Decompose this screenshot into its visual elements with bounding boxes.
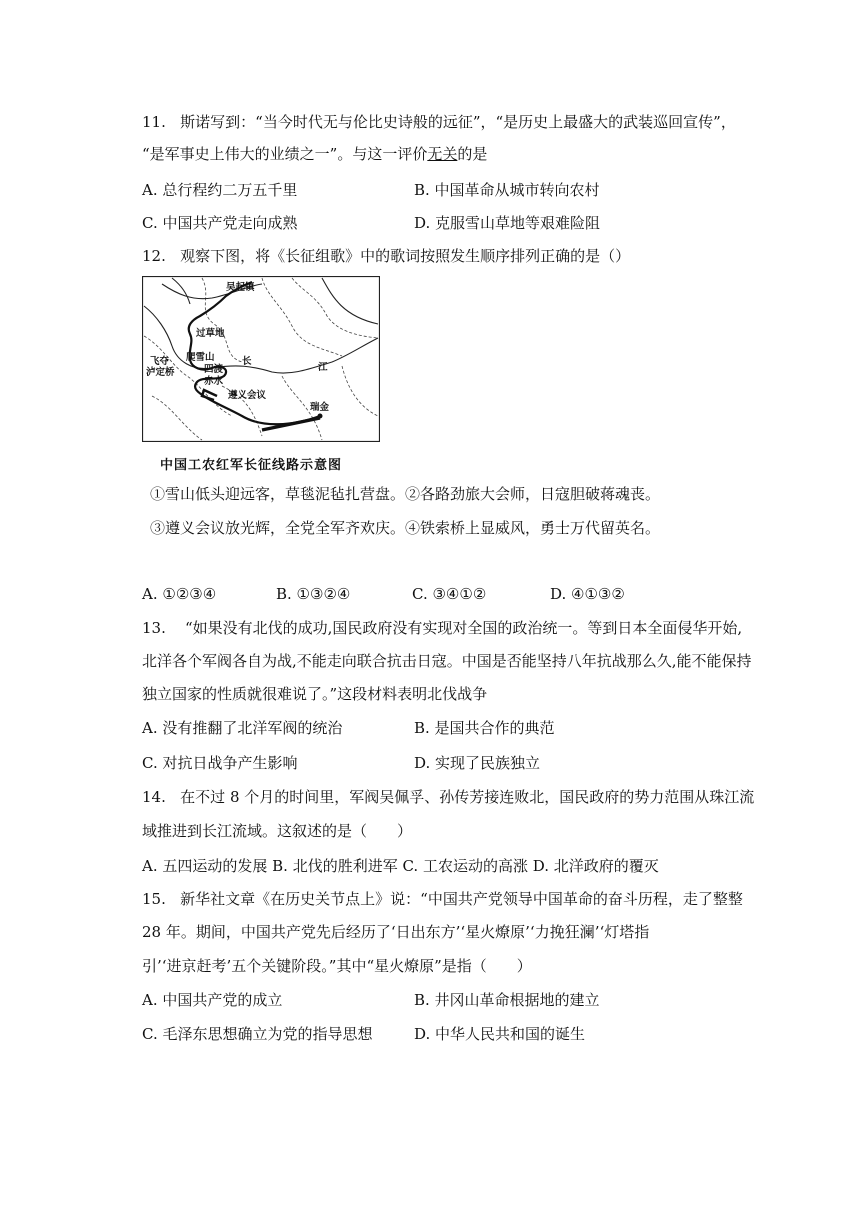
- q11-text-1: 斯诺写到：“当今时代无与伦比史诗般的远征”，“是历史上最盛大的武装巡回宣传”，: [180, 113, 736, 131]
- q13-option-a[interactable]: A. 没有推翻了北洋军阀的统治: [142, 719, 343, 737]
- q12-option-d[interactable]: D. ④①③②: [550, 585, 625, 603]
- q15-line3: 引’‘进京赶考’五个关键阶段。”其中“星火燎原”是指（ ）: [142, 957, 532, 975]
- q11-option-d[interactable]: D. 克服雪山草地等艰难险阻: [414, 214, 601, 232]
- q11-underlined-word: 无关: [427, 145, 458, 163]
- map-label-jiang: 江: [318, 362, 328, 373]
- map-label-ludingqiao: 泸定桥: [146, 367, 175, 378]
- q11-line2: [142, 144, 487, 164]
- q11-text-2b: 的是: [457, 145, 488, 163]
- q15-line1: [142, 889, 743, 909]
- q15-text-1: 新华社文章《在历史关节点上》说：“中国共产党领导中国革命的奋斗历程，走了整整: [180, 890, 743, 908]
- long-march-map: [142, 276, 380, 442]
- q14-text-1: 在不过 8 个月的时间里，军阀吴佩孚、孙传芳接连败北，国民政府的势力范围从珠江流: [180, 788, 755, 806]
- q13-option-d[interactable]: D. 实现了民族独立: [414, 754, 541, 772]
- q15-option-c[interactable]: C. 毛泽东思想确立为党的指导思想: [142, 1025, 373, 1043]
- map-label-sidu: 四渡: [204, 364, 224, 375]
- map-caption: 中国工农红军长征线路示意图: [160, 458, 343, 473]
- q13-number: 13.: [142, 619, 166, 637]
- q11-text-2a: “是军事史上伟大的业绩之一”。与这一评价: [142, 145, 428, 163]
- map-label-xueshan: 爬雪山: [186, 352, 215, 363]
- q13-line3: 独立国家的性质就很难说了。”这段材料表明北伐战争: [142, 685, 488, 703]
- map-label-chang: 长: [242, 356, 252, 367]
- map-label-feiduo: 飞夺: [150, 356, 170, 367]
- q13-option-c[interactable]: C. 对抗日战争产生影响: [142, 754, 298, 772]
- q13-line1: [142, 618, 742, 638]
- q12-number: 12.: [142, 247, 166, 265]
- q12-lyrics-2: ③遵义会议放光辉，全党全军齐欢庆。④铁索桥上显威风，勇士万代留英名。: [150, 519, 661, 537]
- q12-option-b[interactable]: B. ①③②④: [276, 585, 351, 603]
- q13-text-1: “如果没有北伐的成功,国民政府没有实现对全国的政治统一。等到日本全面侵华开始,: [184, 619, 743, 637]
- q15-option-d[interactable]: D. 中华人民共和国的诞生: [414, 1025, 586, 1043]
- q12-lyrics-1: ①雪山低头迎远客，草毯泥毡扎营盘。②各路劲旅大会师，日寇胆破蒋魂丧。: [150, 485, 661, 503]
- q11-line1: [142, 112, 736, 132]
- q12-option-a[interactable]: A. ①②③④: [142, 585, 217, 603]
- q15-line2: 28 年。期间，中国共产党先后经历了‘日出东方’‘星火燎原’‘力挽狂澜’‘灯塔指: [142, 923, 650, 941]
- q12-stem: [142, 246, 630, 266]
- map-label-caodi: 过草地: [196, 328, 225, 339]
- q12-text: 观察下图，将《长征组歌》中的歌词按照发生顺序排列正确的是（）: [180, 247, 631, 265]
- q11-option-a[interactable]: A. 总行程约二万五千里: [142, 181, 298, 199]
- q11-option-c[interactable]: C. 中国共产党走向成熟: [142, 214, 298, 232]
- q15-option-b[interactable]: B. 井冈山革命根据地的建立: [414, 991, 600, 1009]
- q13-option-b[interactable]: B. 是国共合作的典范: [414, 719, 555, 737]
- q12-option-c[interactable]: C. ③④①②: [412, 585, 487, 603]
- q14-line2: 域推进到长江流域。这叙述的是（ ）: [142, 822, 413, 840]
- map-label-chishui: 赤水: [204, 376, 224, 387]
- q11-option-b[interactable]: B. 中国革命从城市转向农村: [414, 181, 600, 199]
- q14-options[interactable]: A. 五四运动的发展 B. 北伐的胜利进军 C. 工农运动的高涨 D. 北洋政府的覆灭: [142, 857, 659, 875]
- q15-number: 15.: [142, 890, 166, 908]
- q13-line2: 北洋各个军阀各自为战,不能走向联合抗击日寇。中国是否能坚持八年抗战那么久,能不能保持: [142, 652, 752, 670]
- map-label-zunyi: 遵义会议: [228, 390, 267, 401]
- q11-number: 11.: [142, 113, 166, 131]
- q14-line1: [142, 787, 754, 807]
- q15-option-a[interactable]: A. 中国共产党的成立: [142, 991, 283, 1009]
- map-label-ruijin: 瑞金: [310, 402, 330, 413]
- q14-number: 14.: [142, 788, 166, 806]
- map-label-wuqizhen: 吴起镇: [226, 282, 255, 293]
